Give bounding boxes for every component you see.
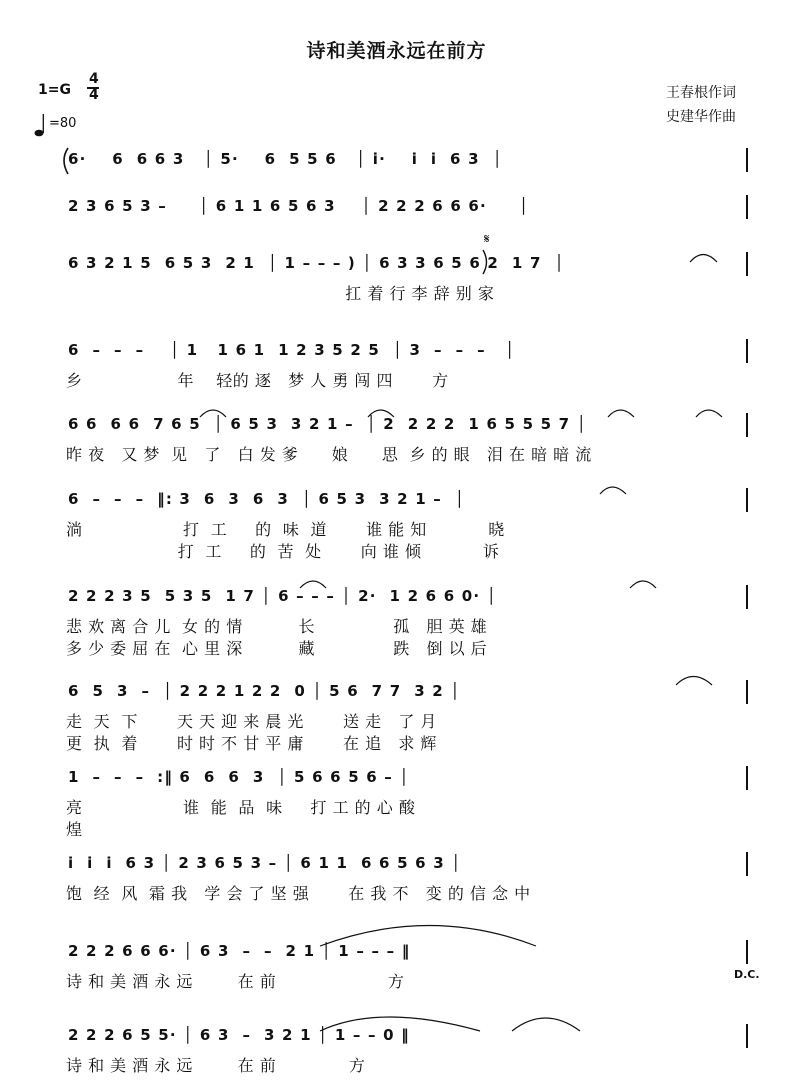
lyric-line: 更 执 着 时 时 不 甘 平 庸 在 追 求 辉 (66, 734, 437, 753)
lyric-line: 悲 欢 离 合 儿 女 的 情 长 孤 胆 英 雄 (66, 617, 488, 636)
bar-line (746, 413, 748, 437)
notation-line: 6 5 3 – │ 2 2 2 1 2 2 0 │ 5 6 7 7 3 2 │ (68, 682, 461, 700)
lyric-line: 诗 和 美 酒 永 远 在 前 方 (66, 1056, 366, 1075)
bar-line (746, 680, 748, 704)
lyric-line: 昨 夜 又 梦 见 了 白 发 爹 娘 思 乡 的 眼 泪 在 暗 暗 流 (66, 445, 592, 464)
bar-line (746, 766, 748, 790)
bar-line (746, 852, 748, 876)
meter-top: 4 (89, 71, 99, 87)
da-capo-mark: D.C. (734, 968, 760, 981)
lyric-line: 乡 年 轻的 逐 梦 人 勇 闯 四 方 (66, 371, 449, 390)
composer-credit: 史建华作曲 (666, 109, 736, 125)
bar-line (746, 488, 748, 512)
lyric-line: 走 天 下 天 天 迎 来 晨 光 送 走 了 月 (66, 712, 437, 731)
lyric-line: 饱 经 风 霜 我 学 会 了 坚 强 在 我 不 变 的 信 念 中 (66, 884, 531, 903)
slur (630, 581, 656, 588)
bar-line (746, 940, 748, 964)
slur (676, 677, 712, 686)
slur (696, 410, 722, 417)
notation-line: 6 – – – │ 1 1 6 1 1 2 3 5 2 5 │ 3 – – – │ (68, 341, 516, 359)
bar-line (746, 195, 748, 219)
bar-line (746, 1024, 748, 1048)
notation-line: 2 2 2 3 5 5 3 5 1 7 │ 6 – – – │ 2· 1 2 6 6 0· │ (68, 587, 497, 605)
slur (608, 410, 634, 417)
lyric-line: 淌 打 工 的 味 道 谁 能 知 晓 (66, 520, 505, 539)
lyric-line: 诗 和 美 酒 永 远 在 前 方 (66, 972, 405, 991)
lyric-line: 亮 谁 能 品 味 打 工 的 心 酸 (66, 798, 416, 817)
bar-line (746, 339, 748, 363)
quarter-note-icon (34, 112, 48, 142)
lyric-line: 煌 (66, 820, 83, 839)
bar-line (746, 585, 748, 609)
slur (600, 487, 626, 494)
bar-line (746, 148, 748, 172)
notation-line: 2 2 2 6 6 6· │ 6 3 – – 2 1 │ 1 – – – ‖ (68, 942, 411, 960)
segno-icon: 𝄋 (484, 232, 490, 247)
lyric-line: 打 工 的 苦 处 向 谁 倾 诉 (66, 542, 500, 561)
notation-line: 6 6 6 6 7 6 5 │ 6 5 3 3 2 1 – │ 2 2 2 2 1 6 5 5 5 7 │ (68, 415, 587, 433)
notation-line: 2 2 2 6 5 5· │ 6 3 – 3 2 1 │ 1 – – 0 ‖ (68, 1026, 410, 1044)
notation-line: 6 3 2 1 5 6 5 3 2 1 │ 1 – – – ) │ 6 3 3 6 5 6 2 1 7 │ (68, 254, 565, 272)
lyric-line: 多 少 委 屈 在 心 里 深 藏 跌 倒 以 后 (66, 639, 488, 658)
notation-line: i i i 6 3 │ 2 3 6 5 3 – │ 6 1 1 6 6 5 6 3 │ (68, 854, 462, 872)
lyricist-credit: 王春根作词 (666, 85, 736, 101)
slur (690, 255, 717, 263)
slur (512, 1018, 580, 1031)
notation-line: 1 – – – :‖ 6 6 6 3 │ 5 6 6 5 6 – │ (68, 768, 410, 786)
tempo-mark: =80 (49, 116, 77, 131)
key-signature: 1=G (38, 82, 71, 98)
notation-line: 6 – – – ‖: 3 6 3 6 3 │ 6 5 3 3 2 1 – │ (68, 490, 466, 508)
bar-line (746, 252, 748, 276)
notation-line: 2 3 6 5 3 – │ 6 1 1 6 5 6 3 │ 2 2 2 6 6 6· │ (68, 197, 530, 215)
notation-line: 6· 6 6 6 3 │ 5· 6 5 5 6 │ i· i i 6 3 │ (68, 150, 503, 168)
lyric-line: 扛 着 行 李 辞 别 家 (66, 284, 495, 303)
song-title: 诗和美酒永远在前方 (306, 40, 487, 62)
meter-bottom: 4 (89, 87, 99, 103)
